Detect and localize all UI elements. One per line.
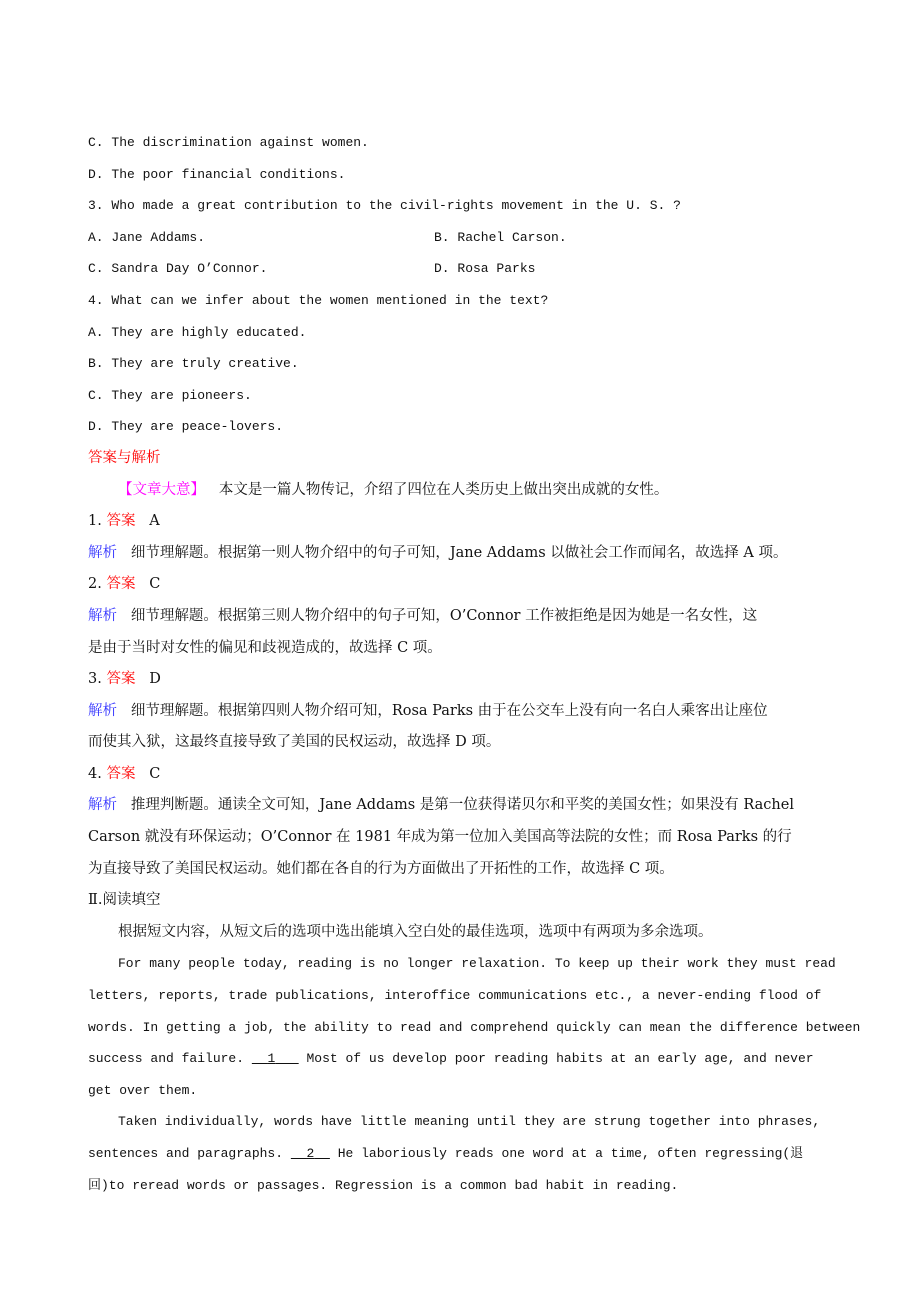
passage-line: letters, reports, trade publications, interoffice communications etc., a never-ending flood of: [88, 988, 822, 1004]
option-a: A. Jane Addams.: [88, 229, 206, 245]
passage-line: [88, 1043, 888, 1075]
answer-number: 4.: [88, 765, 102, 782]
summary-text: 本文是一篇人物传记，介绍了四位在人类历史上做出突出成就的女性。: [218, 481, 669, 498]
answer-value: D: [149, 671, 161, 688]
passage-text: success and failure.: [88, 1051, 245, 1067]
analysis-text: 细节理解题。根据第三则人物介绍中的句子可知，O’Connor 工作被拒绝是因为她是一名女性，这: [130, 607, 758, 624]
question-3: 3. Who made a great contribution to the civil-rights movement in the U. S. ?: [88, 198, 681, 214]
option-c: C. Sandra Day O’Connor.: [88, 261, 268, 277]
passage-text: sentences and paragraphs.: [88, 1146, 284, 1161]
option-row: [88, 222, 888, 254]
passage-text: Most of us develop poor reading habits at an early age, and never: [306, 1051, 814, 1067]
option-line: A. They are highly educated.: [88, 324, 307, 340]
passage-line: [88, 1138, 888, 1170]
answer-list: [88, 506, 888, 885]
summary-line: [88, 475, 888, 507]
option-line: C. They are pioneers.: [88, 387, 252, 403]
analysis-label: 解析: [88, 797, 117, 814]
answer-line: [88, 569, 888, 601]
option-d: D. Rosa Parks: [434, 261, 536, 277]
answer-label: 答案: [106, 765, 136, 782]
passage-line: get over them.: [88, 1082, 198, 1098]
passage-text: He laboriously reads one word at a time, often regressing(退: [337, 1146, 804, 1161]
passage-line: 回)to reread words or passages. Regression is a common bad habit in reading.: [88, 1177, 679, 1193]
answer-value: C: [149, 765, 161, 782]
passage-line: For many people today, reading is no longer relaxation. To keep up their work they must read: [118, 956, 836, 972]
analysis-label: 解析: [88, 702, 117, 719]
blank-1: [252, 1051, 299, 1066]
option-line: B. They are truly creative.: [88, 356, 299, 372]
analysis-text: 细节理解题。根据第四则人物介绍可知，Rosa Parks 由于在公交车上没有向一名白人乘客出让座位: [130, 702, 768, 719]
answer-line: [88, 506, 888, 538]
analysis-line: 是由于当时对女性的偏见和歧视造成的，故选择 C 项。: [88, 639, 442, 656]
answer-number: 2.: [88, 576, 102, 593]
answer-value: A: [149, 513, 160, 530]
question-4: 4. What can we infer about the women mentioned in the text?: [88, 292, 549, 308]
analysis-line: [88, 696, 888, 728]
passage-line: Taken individually, words have little meaning until they are strung together into phrases,: [118, 1114, 821, 1130]
analysis-text: 推理判断题。通读全文可知，Jane Addams 是第一位获得诺贝尔和平奖的美国女性；如果没有 Rachel: [130, 797, 794, 814]
option-row: [88, 253, 888, 285]
answer-value: C: [149, 576, 161, 593]
answer-line: [88, 664, 888, 696]
option-b: B. Rachel Carson.: [434, 229, 567, 245]
answer-number: 1.: [88, 513, 102, 530]
answer-number: 3.: [88, 671, 102, 688]
analysis-label: 解析: [88, 544, 117, 561]
answer-label: 答案: [106, 576, 136, 593]
option-line: D. The poor financial conditions.: [88, 166, 346, 182]
answer-label: 答案: [106, 671, 136, 688]
blank-2: [291, 1146, 330, 1161]
instruction: 根据短文内容，从短文后的选项中选出能填入空白处的最佳选项，选项中有两项为多余选项。: [118, 923, 713, 940]
analysis-line: [88, 538, 888, 570]
passage-line: words. In getting a job, the ability to read and comprehend quickly can mean the difference between: [88, 1019, 861, 1035]
summary-label: 【文章大意】: [118, 481, 205, 498]
answer-line: [88, 759, 888, 791]
option-line: D. They are peace-lovers.: [88, 419, 284, 435]
section-title: Ⅱ.阅读填空: [88, 892, 161, 909]
blank-number: 2: [306, 1146, 315, 1161]
analysis-text: 细节理解题。根据第一则人物介绍中的句子可知，Jane Addams 以做社会工作而闻名，故选择 A 项。: [130, 544, 788, 561]
analysis-line: [88, 601, 888, 633]
analysis-label: 解析: [88, 607, 117, 624]
analysis-line: [88, 790, 888, 822]
document-page: [88, 127, 888, 1201]
answer-label: 答案: [106, 513, 136, 530]
answers-heading: 答案与解析: [88, 449, 161, 466]
option-line: C. The discrimination against women.: [88, 135, 369, 150]
analysis-line: 为直接导致了美国民权运动。她们都在各自的行为方面做出了开拓性的工作，故选择 C 项。: [88, 860, 674, 877]
analysis-line: Carson 就没有环保运动；O’Connor 在 1981 年成为第一位加入美国高等法院的女性；而 Rosa Parks 的行: [88, 829, 792, 846]
analysis-line: 而使其入狱，这最终直接导致了美国的民权运动，故选择 D 项。: [88, 734, 501, 751]
blank-number: 1: [267, 1051, 276, 1067]
